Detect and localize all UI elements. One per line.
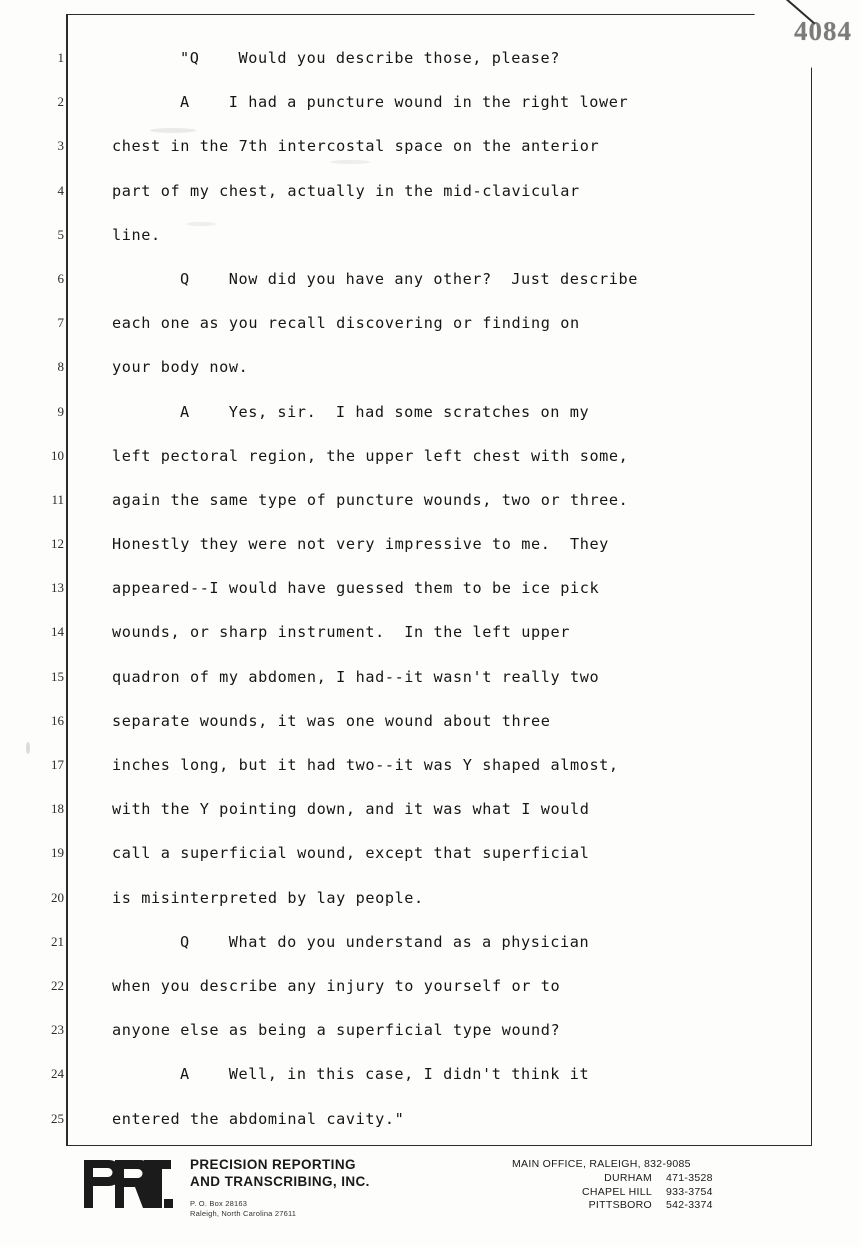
line-number: 18 (51, 801, 64, 817)
transcript-line: your body now. (112, 358, 249, 377)
transcript-line: call a superficial wound, except that superficial (112, 844, 590, 863)
transcript-line: Q Now did you have any other? Just describe (180, 269, 638, 288)
transcript-line: with the Y pointing down, and it was what I would (112, 800, 590, 819)
line-number: 24 (51, 1066, 64, 1082)
transcript-line: part of my chest, actually in the mid-clavicular (112, 181, 580, 200)
line-number: 8 (57, 359, 64, 375)
line-number: 1 (57, 50, 64, 65)
precision-reporting-logo-icon (82, 1154, 178, 1216)
page-number-stamp: 4084 (794, 16, 852, 46)
transcript-line: A Yes, sir. I had some scratches on my (180, 402, 590, 421)
transcript-line: Honestly they were not very impressive to me. They (112, 535, 609, 554)
office-city: PITTSBORO (588, 1199, 652, 1211)
line-number: 13 (51, 580, 64, 596)
transcript-line: "Q Would you describe those, please? (180, 49, 561, 67)
line-number: 20 (51, 889, 64, 905)
line-number: 11 (51, 491, 64, 507)
transcript-line: line. (112, 225, 161, 244)
office-row (512, 1199, 812, 1213)
transcript-line: A I had a puncture wound in the right lower (180, 93, 629, 112)
office-phone: 933-3754 (666, 1185, 713, 1198)
transcript-line: left pectoral region, the upper left chest with some, (112, 446, 629, 465)
office-row (512, 1186, 812, 1200)
office-phone-list (512, 1158, 812, 1213)
company-name-line2: AND TRANSCRIBING, INC. (190, 1174, 370, 1189)
line-number: 19 (51, 845, 64, 861)
office-phone: 542-3374 (666, 1199, 713, 1211)
line-number: 22 (51, 977, 64, 993)
line-number: 10 (51, 447, 64, 463)
line-number: 6 (57, 270, 64, 286)
transcript-line: quadron of my abdomen, I had--it wasn't really two (112, 667, 600, 686)
line-number-gutter (30, 36, 64, 1141)
line-number: 2 (57, 94, 64, 110)
line-number: 3 (57, 138, 64, 154)
line-number: 23 (51, 1022, 64, 1038)
office-city: DURHAM (604, 1172, 652, 1184)
line-number: 14 (51, 624, 64, 640)
company-address-line2: Raleigh, North Carolina 27611 (190, 1209, 297, 1218)
line-number: 21 (51, 933, 64, 949)
transcript-line: each one as you recall discovering or finding on (112, 314, 580, 333)
line-number: 16 (51, 712, 64, 728)
transcript-line: A Well, in this case, I didn't think it (180, 1065, 590, 1084)
line-number: 17 (51, 757, 64, 772)
transcript-body (112, 36, 802, 1141)
transcript-line: entered the abdominal cavity." (112, 1109, 405, 1128)
line-number: 7 (57, 315, 64, 331)
transcript-line: appeared--I would have guessed them to be ice pick (112, 579, 600, 598)
transcript-line: anyone else as being a superficial type wound? (112, 1021, 561, 1040)
transcript-line: chest in the 7th intercostal space on the anterior (112, 137, 600, 156)
transcript-line: again the same type of puncture wounds, two or three. (112, 490, 629, 509)
office-phone: 471-3528 (666, 1172, 713, 1184)
line-number: 9 (57, 403, 64, 419)
transcript-line: is misinterpreted by lay people. (112, 888, 424, 907)
office-city: CHAPEL HILL (581, 1185, 652, 1198)
line-number: 12 (51, 536, 64, 552)
transcript-line: inches long, but it had two--it was Y shaped almost, (112, 756, 619, 774)
company-name-line1: PRECISION REPORTING (190, 1157, 356, 1172)
line-number: 4 (57, 182, 64, 198)
line-number: 5 (57, 226, 64, 242)
office-row (512, 1172, 812, 1186)
transcript-line: separate wounds, it was one wound about three (112, 711, 551, 730)
line-number: 15 (51, 668, 64, 684)
transcript-line: wounds, or sharp instrument. In the left upper (112, 623, 570, 642)
main-office-line: MAIN OFFICE, RALEIGH, 832-9085 (512, 1158, 691, 1170)
line-number: 25 (51, 1110, 64, 1126)
transcript-line: when you describe any injury to yourself or to (112, 976, 561, 995)
page-footer (66, 1152, 814, 1238)
transcript-line: Q What do you understand as a physician (180, 932, 590, 951)
company-address-line1: P. O. Box 28163 (190, 1199, 248, 1208)
reporter-info (190, 1156, 370, 1219)
